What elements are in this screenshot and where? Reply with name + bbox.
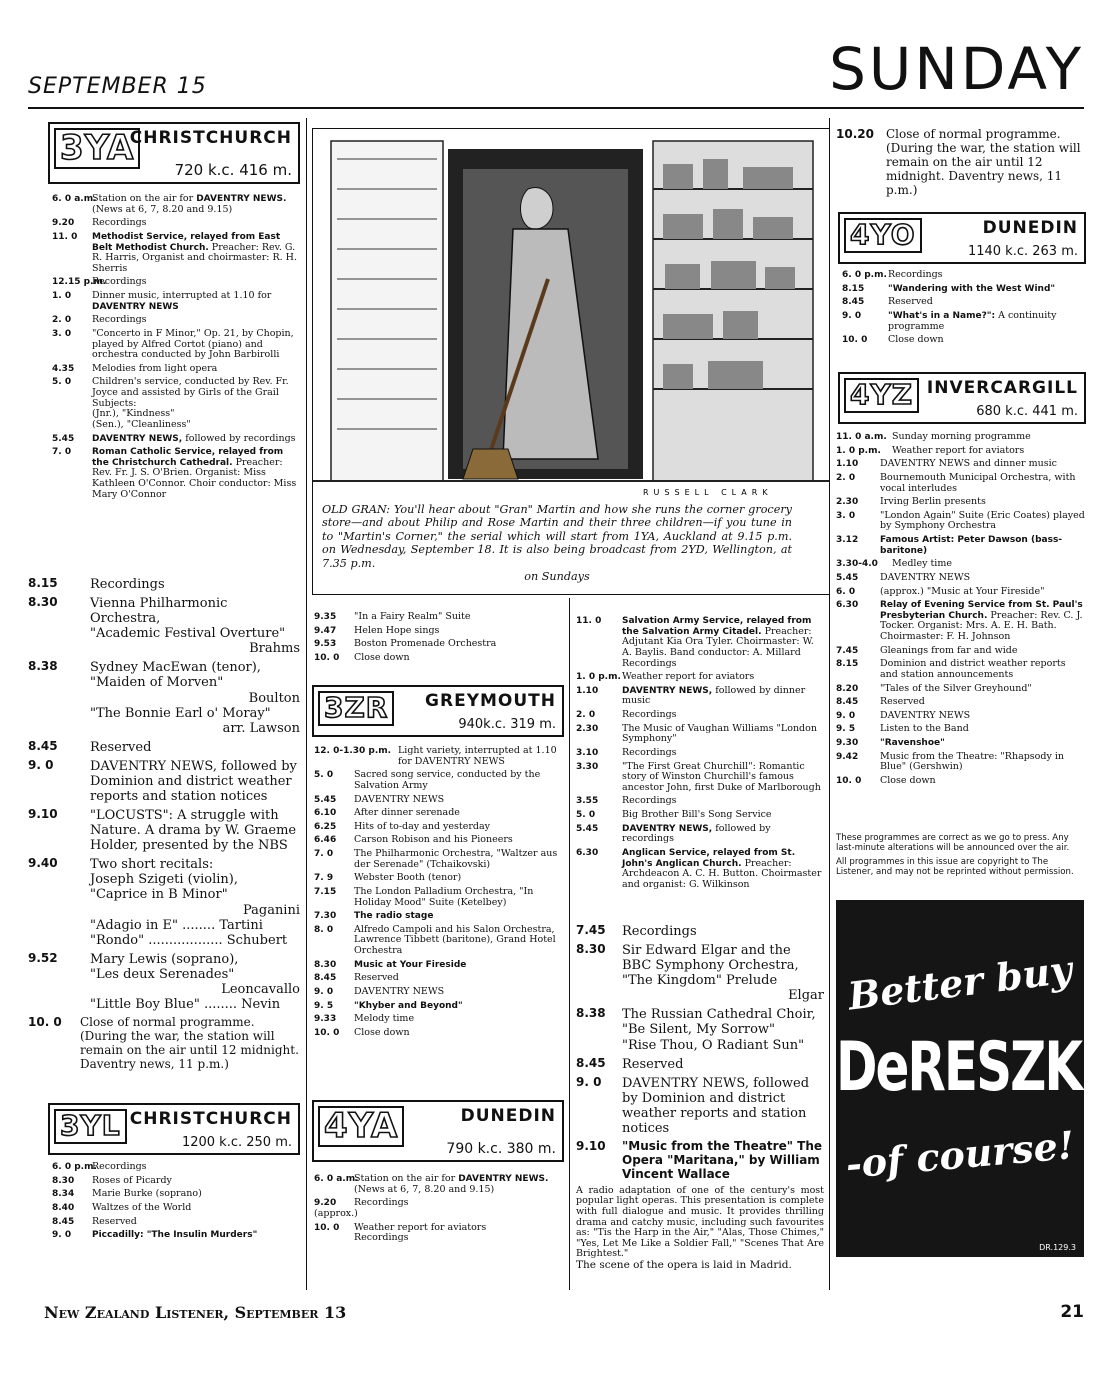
ad-line-1: Better buy — [845, 946, 1075, 1019]
station-city: INVERCARGILL — [926, 378, 1078, 398]
station-code: 3YL — [54, 1109, 127, 1144]
program-entry: 8.15 "Wandering with the West Wind" — [842, 283, 1056, 294]
program-entry: 8.45 Reserved — [576, 1055, 684, 1072]
program-entry: 10. 0 Close of normal programme. (During the war, the station will remain on the air until 12 midnight. Daventry news, 11 p.m.) — [28, 1015, 299, 1071]
program-entry: 10. 0 Close down — [314, 1026, 410, 1038]
program-entry: 5. 0 Sacred song service, conducted by the Salvation Army — [314, 769, 541, 791]
ad-line-3: -of course! — [843, 1122, 1077, 1187]
station-box-3zr — [312, 685, 564, 737]
program-entry: 7.45 Recordings — [576, 923, 697, 939]
program-entry: 12.15 p.m. Recordings — [52, 276, 147, 288]
column-3zr-schedule — [314, 746, 564, 1041]
column-4yo-schedule — [842, 270, 1086, 349]
program-entry: 9.20 Recordings — [52, 217, 147, 229]
program-entry: 1. 0 Dinner music, interrupted at 1.10 for DAVENTRY NEWS — [52, 290, 272, 312]
program-entry: 6. 0 p.m. Recordings — [842, 269, 943, 280]
old-gran-illustration — [313, 129, 829, 499]
column-divider — [306, 118, 307, 1290]
program-entry: 11. 0 Methodist Service, relayed from East Belt Methodist Church. Preacher: Rev. G. R. Harris, Organist and choirmaster: R. H. Sherris — [52, 231, 297, 274]
program-entry: 8.34 Marie Burke (soprano) — [52, 1188, 202, 1200]
station-city: DUNEDIN — [460, 1106, 556, 1126]
program-entry: 8.15 Recordings — [28, 576, 165, 592]
program-entry: 8.30 Vienna Philharmonic Orchestra, "Academic Festival Overture" Brahms — [28, 595, 300, 657]
program-entry: 11. 0 a.m. Sunday morning programme — [836, 431, 1031, 442]
program-entry: 5.45 DAVENTRY NEWS — [836, 571, 971, 583]
program-entry: 4.35 Melodies from light opera — [52, 362, 218, 374]
program-entry: 9.42 Music from the Theatre: "Rhapsody in Blue" (Gershwin) — [836, 750, 1065, 773]
broom-head — [463, 449, 518, 479]
program-entry: 9.10 "LOCUSTS": A struggle with Nature. A drama by W. Graeme Holder, presented by the NBS — [28, 807, 297, 854]
program-entry: 6.25 Hits of to-day and yesterday — [314, 820, 491, 832]
program-entry: 11. 0 Salvation Army Service, relayed from the Salvation Army Citadel. Preacher: Adjutant Kia Ora Tyler. Choirmaster: W. A. Baylis. Band conductor: A. Millard Recordings — [576, 616, 814, 669]
station-city: GREYMOUTH — [425, 691, 556, 711]
program-note: A radio adaptation of one of the century's most popular light operas. This presentation is complete with full dialogue and music. It provides thrilling drama and catchy music, including such favourites as: "Tis the Harp in the Air," "Alas, Those Chimes," "Yes, Let Me Like a Soldier Fall," "Scenes That Are Brightest." — [576, 1184, 824, 1260]
program-entry: 5.45 DAVENTRY NEWS, followed by recordings — [576, 822, 771, 845]
station-code: 4YO — [844, 218, 922, 253]
program-entry: 1.10 DAVENTRY NEWS, followed by dinner music — [576, 684, 806, 707]
page-number: 21 — [1060, 1302, 1084, 1322]
program-entry: 6. 0 a.m. Station on the air for DAVENTRY NEWS. (News at 6, 7, 8.20 and 9.15) — [314, 1173, 549, 1195]
station-code: 3YA — [54, 128, 140, 169]
program-entry: 1. 0 p.m. Weather report for aviators — [576, 671, 755, 683]
program-entry: 7. 9 Webster Booth (tenor) — [314, 872, 462, 884]
program-entry: 3. 0 "London Again" Suite (Eric Coates) played by Symphony Orchestra — [836, 509, 1085, 532]
program-entry: 5. 0 Children's service, conducted by Rev. Fr. Joyce and assisted by Girls of the Grail Subjects: (Jnr.), "Kindness" (Sen.), "Cleanliness" — [52, 376, 289, 430]
program-entry: 3.30-4.0 Medley time — [836, 558, 952, 570]
program-entry: 3.12 Famous Artist: Peter Dawson (bass-baritone) — [836, 535, 1063, 556]
column-3ya-cont-schedule — [576, 616, 824, 893]
program-entry: 3.10 Recordings — [576, 746, 677, 758]
program-entry: 10. 0 Close down — [836, 774, 936, 786]
program-entry: 5.45 DAVENTRY NEWS — [314, 793, 445, 805]
column-4ya-close — [836, 128, 1086, 202]
station-frequency: 1140 k.c. 263 m. — [967, 244, 1078, 259]
header-rule — [28, 107, 1084, 109]
station-frequency: 790 k.c. 380 m. — [446, 1141, 556, 1157]
copyright-notice — [836, 834, 1084, 882]
program-entry: 3.30 "The First Great Churchill": Romantic story of Winston Churchill's famous ancestor John, first Duke of Marlborough — [576, 760, 821, 793]
program-entry: 8.45 Reserved — [28, 738, 152, 755]
station-box-3yl — [48, 1103, 300, 1155]
program-entry: 6.30 Anglican Service, relayed from St. John's Anglican Church. Preacher: Archdeacon A. C. H. Button. Choirmaster and organist: G. Wilkinson — [576, 847, 822, 890]
program-entry: 9.30 "Ravenshoe" — [836, 738, 945, 748]
program-entry: 6. 0 (approx.) "Music at Your Fireside" — [836, 585, 1045, 597]
program-entry: 8.20 "Tales of the Silver Greyhound" — [836, 682, 1032, 694]
program-entry: 8.15 Dominion and district weather reports and station announcements — [836, 658, 1066, 680]
program-entry: 7. 0 The Philharmonic Orchestra, "Waltzer aus der Serenade" (Tchaikovski) — [314, 848, 558, 870]
program-entry: 9.20 Recordings (approx.) — [314, 1197, 409, 1219]
window-left-panel — [331, 141, 443, 481]
column-4yz-schedule — [836, 432, 1086, 790]
program-entry: 12. 0-1.30 p.m. Light variety, interrupted at 1.10 for DAVENTRY NEWS — [314, 745, 557, 767]
illustration-caption: OLD GRAN: You'll hear about "Gran" Martin and how she runs the corner grocery store—and about Philip and Rose Martin and their three children—if you tune in to "Martin's Corner," the serial which will start from 1YA, Auckland at 9.15 p.m. on Wednesday, September 18. It is also being broadcast from 2YD, Wellington, at 7.35 p.m. on Sundays — [322, 503, 792, 584]
program-entry: 6.30 Relay of Evening Service from St. Paul's Presbyterian Church. Preacher: Rev. C. J. Tocker. Organist: Mrs. A. E. H. Bath. Choirmaster: F. H. Johnson — [836, 600, 1083, 642]
column-divider — [569, 598, 570, 1290]
program-entry: 8. 0 Alfredo Campoli and his Salon Orchestra, Lawrence Tibbett (baritone), Grand Hotel Orchestra — [314, 923, 556, 956]
program-entry: 7.45 Gleanings from far and wide — [836, 644, 1018, 656]
program-entry: 2. 0 Bournemouth Municipal Orchestra, with vocal interludes — [836, 471, 1076, 494]
program-entry: 10. 0 Weather report for aviators Recordings — [314, 1221, 487, 1244]
program-entry: 3. 0 "Concerto in F Minor," Op. 21, by Chopin, played by Alfred Cortot (piano) and orchestra conducted by John Barbirolli — [52, 327, 294, 361]
program-entry: 9.10 "Music from the Theatre" The Opera "Maritana," by William Vincent Wallace — [576, 1139, 822, 1181]
program-entry: 7.15 The London Palladium Orchestra, "In Holiday Mood" Suite (Ketelbey) — [314, 885, 534, 908]
program-entry: 8.40 Waltzes of the World — [52, 1201, 192, 1213]
page-date: SEPTEMBER 15 — [28, 74, 207, 99]
program-entry: 9. 0 DAVENTRY NEWS — [836, 709, 971, 721]
program-entry: 2. 0 Recordings — [576, 709, 677, 720]
program-entry: 8.30 Music at Your Fireside — [314, 959, 467, 970]
program-entry: 7.30 The radio stage — [314, 911, 434, 922]
station-code: 4YZ — [844, 378, 919, 413]
station-city: DUNEDIN — [982, 218, 1078, 238]
program-entry: 5. 0 Big Brother Bill's Song Service — [576, 809, 772, 820]
program-entry: 9. 5 Listen to the Band — [836, 723, 969, 735]
page-day: SUNDAY — [829, 35, 1084, 103]
column-3ya-evening — [28, 577, 300, 1076]
program-entry: 2.30 Irving Berlin presents — [836, 496, 986, 508]
station-code: 4YA — [318, 1106, 404, 1147]
program-entry: 9. 0 DAVENTRY NEWS — [314, 985, 445, 997]
program-entry: 6.46 Carson Robison and his Pioneers — [314, 834, 513, 846]
program-entry: 2. 0 Recordings — [52, 314, 147, 326]
station-city: CHRISTCHURCH — [129, 128, 292, 148]
program-entry: 7. 0 Roman Catholic Service, relayed from the Christchurch Cathedral. Preacher: Rev. Fr. J. S. O'Brien. Organist: Miss Kathleen O'Connor. Choir conductor: Miss Mary O'Connor — [52, 447, 297, 500]
station-city: CHRISTCHURCH — [129, 1109, 292, 1129]
program-entry: 8.38 Sydney MacEwan (tenor), "Maiden of Morven" Boulton "The Bonnie Earl o' Moray" arr. Lawson — [28, 659, 300, 736]
program-entry: 8.45 Reserved — [836, 696, 925, 708]
copyright-text: All programmes in this issue are copyright to The Listener, and may not be reprinted without permission. — [836, 856, 1074, 877]
station-box-4ya — [312, 1100, 564, 1162]
station-box-4yz — [838, 372, 1086, 424]
ad-brand: DeRESZKE — [836, 1027, 1114, 1107]
program-entry: 9. 0 "What's in a Name?": A continuity programme — [842, 309, 1057, 332]
program-entry: 1.10 DAVENTRY NEWS and dinner music — [836, 458, 1057, 470]
press-notice: These programmes are correct as we go to press. Any last-minute alterations will be announced over the air. — [836, 833, 1070, 853]
station-box-3ya — [48, 122, 300, 184]
program-entry: 9. 0 DAVENTRY NEWS, followed by Dominion and district weather reports and station notices — [576, 1074, 810, 1136]
publication-footer: New Zealand Listener, September 13 — [44, 1303, 347, 1322]
program-entry: 9. 5 "Khyber and Beyond" — [314, 1000, 463, 1011]
program-entry: 8.38 The Russian Cathedral Choir, "Be Silent, My Sorrow" "Rise Thou, O Radiant Sun" — [576, 1006, 816, 1053]
program-note: The scene of the opera is laid in Madrid. — [576, 1259, 792, 1272]
program-entry: 9.40 Two short recitals: Joseph Szigeti (violin), "Caprice in B Minor" Paganini "Adagio in E" ........ Tartini "Rondo" .................. Schubert — [28, 856, 300, 948]
station-frequency: 680 k.c. 441 m. — [976, 404, 1078, 419]
program-entry: 10. 0 Close down — [314, 651, 410, 663]
dereszke-advertisement — [836, 900, 1114, 1257]
program-entry: 6. 0 a.m. Station on the air for DAVENTRY NEWS. (News at 6, 7, 8.20 and 9.15) — [52, 193, 287, 215]
program-entry: 2.30 The Music of Vaughan Williams "London Symphony" — [576, 722, 817, 745]
program-entry: 9.47 Helen Hope sings — [314, 624, 440, 636]
station-frequency: 720 k.c. 416 m. — [174, 161, 292, 179]
column-3ya-schedule — [52, 194, 300, 503]
program-entry: 9.35 "In a Fairy Realm" Suite — [314, 611, 471, 622]
column-3ya-cont-evening — [576, 924, 824, 1272]
program-entry: 10. 0 Close down — [842, 334, 944, 346]
program-entry: 8.45 Reserved — [842, 296, 933, 308]
program-entry: 6.10 After dinner serenade — [314, 807, 460, 819]
station-frequency: 1200 k.c. 250 m. — [181, 1135, 292, 1150]
column-3yl-schedule — [52, 1162, 300, 1244]
station-box-4yo — [838, 212, 1086, 264]
column-4ya-schedule — [314, 1174, 564, 1247]
program-entry: 8.30 Roses of Picardy — [52, 1174, 172, 1186]
station-code: 3ZR — [318, 691, 394, 726]
ad-code: DR.129.3 — [1039, 1243, 1076, 1252]
program-entry: 8.30 Sir Edward Elgar and the BBC Symphony Orchestra, "The Kingdom" Prelude Elgar — [576, 942, 824, 1004]
program-entry: 9.33 Melody time — [314, 1013, 415, 1025]
station-frequency: 940k.c. 319 m. — [458, 717, 556, 732]
program-entry: 9.52 Mary Lewis (soprano), "Les deux Serenades" Leoncavallo "Little Boy Blue" ........ Nevin — [28, 950, 300, 1013]
program-entry: 10.20 Close of normal programme. (During the war, the station will remain on the air until 12 midnight. Daventry news, 11 p.m.) — [836, 127, 1081, 197]
program-entry: 9.53 Boston Promenade Orchestra — [314, 638, 497, 650]
program-entry: 9. 0 Piccadilly: "The Insulin Murders" — [52, 1230, 258, 1241]
program-entry: 9. 0 DAVENTRY NEWS, followed by Dominion and district weather reports and station notices — [28, 757, 297, 805]
program-entry: 8.45 Reserved — [52, 1215, 137, 1227]
program-entry: 8.45 Reserved — [314, 972, 399, 984]
program-entry: 6. 0 p.m. Recordings — [52, 1161, 147, 1172]
program-entry: 3.55 Recordings — [576, 795, 677, 807]
column-3ya-late — [314, 612, 564, 667]
program-entry: 5.45 DAVENTRY NEWS, followed by recordings — [52, 432, 296, 444]
artist-signature: RUSSELL CLARK — [643, 488, 773, 497]
gran-head — [521, 188, 554, 229]
program-entry: 1. 0 p.m. Weather report for aviators — [836, 444, 1025, 456]
